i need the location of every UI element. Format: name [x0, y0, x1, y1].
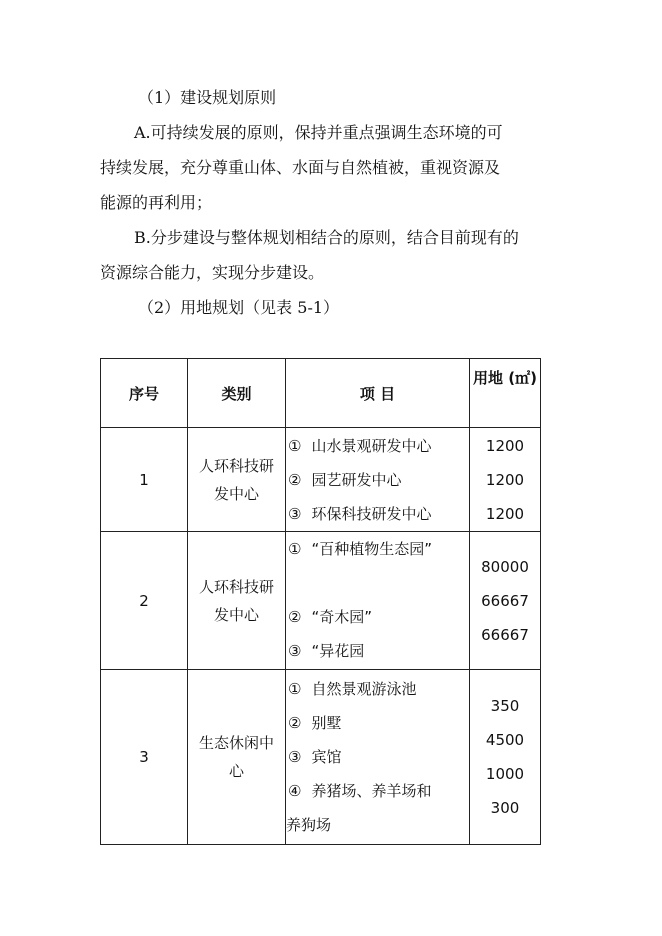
row-category	[188, 428, 286, 532]
table-header-row	[101, 359, 541, 428]
row-items	[286, 670, 470, 845]
list-item: ② 园艺研发中心	[288, 470, 402, 489]
row-items	[286, 532, 470, 670]
row-category	[188, 532, 286, 670]
header-no: 序号	[101, 359, 188, 428]
list-item: ③ 环保科技研发中心	[288, 504, 432, 523]
principle-a-line3: 能源的再利用；	[100, 193, 213, 212]
list-item: ② 别墅	[288, 714, 342, 732]
header-category: 类别	[188, 359, 286, 428]
list-item: ③ 宾馆	[288, 748, 342, 766]
category-line: 人环科技研	[198, 456, 274, 475]
area-value: 350	[490, 697, 520, 715]
category-line: 心	[228, 762, 244, 780]
list-item: ① “百种植物生态园”	[288, 540, 432, 558]
area-value: 66667	[481, 625, 529, 644]
heading-land-use: （2）用地规划（见表 5-1）	[138, 298, 340, 317]
list-item: ① 山水景观研发中心	[288, 436, 432, 455]
row-no: 2	[101, 532, 188, 670]
category-line: 发中心	[213, 484, 259, 503]
header-area: 用地 (㎡)	[470, 359, 541, 428]
list-item-continuation: 养狗场	[286, 816, 332, 834]
list-item: ② “奇木园”	[288, 608, 372, 626]
table-row	[101, 532, 541, 670]
category-line: 生态休闲中	[198, 734, 274, 752]
area-value: 1000	[485, 765, 525, 783]
area-value: 1200	[485, 504, 525, 523]
row-no: 1	[101, 428, 188, 532]
row-no: 3	[101, 670, 188, 845]
heading-construction-principles: （1）建设规划原则	[138, 88, 277, 107]
category-line: 发中心	[213, 605, 259, 624]
area-value: 80000	[481, 557, 529, 576]
principle-b-line2: 资源综合能力，实现分步建设。	[100, 263, 325, 282]
row-category	[188, 670, 286, 845]
category-line: 人环科技研	[198, 577, 274, 596]
list-item: ④ 养猪场、养羊场和	[288, 782, 432, 800]
area-value: 4500	[485, 731, 525, 749]
land-use-table	[100, 358, 541, 845]
area-value: 1200	[485, 470, 525, 489]
row-areas	[470, 428, 541, 532]
principle-a-line2: 持续发展，充分尊重山体、水面与自然植被，重视资源及	[100, 158, 501, 177]
row-areas	[470, 670, 541, 845]
row-items	[286, 428, 470, 532]
area-value: 66667	[481, 591, 529, 610]
table-row	[101, 428, 541, 532]
principle-a-line1: A.可持续发展的原则，保持并重点强调生态环境的可	[134, 123, 503, 142]
table-row	[101, 670, 541, 845]
area-value: 300	[490, 799, 520, 817]
area-value: 1200	[485, 436, 525, 455]
list-item: ① 自然景观游泳池	[288, 680, 417, 698]
list-item: ③ “异花园	[288, 642, 365, 660]
principle-b-line1: B.分步建设与整体规划相结合的原则，结合目前现有的	[134, 228, 519, 247]
row-areas	[470, 532, 541, 670]
header-item: 项 目	[286, 359, 470, 428]
